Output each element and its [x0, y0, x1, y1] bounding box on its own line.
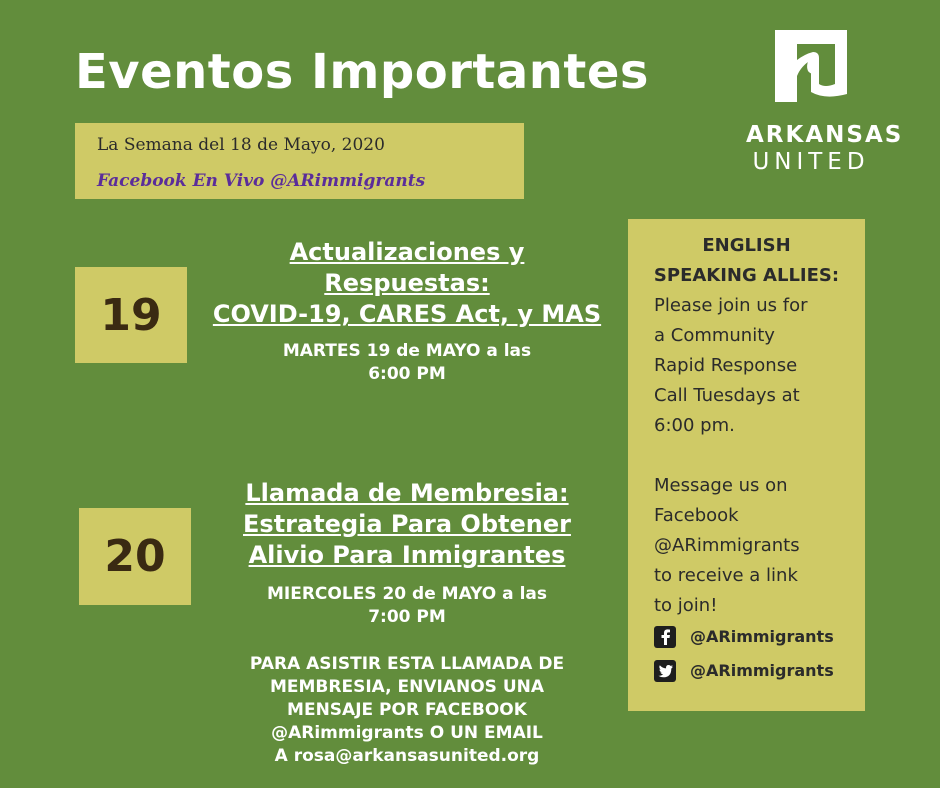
logo-text-arkansas: ARKANSAS: [746, 122, 904, 148]
facebook-handle[interactable]: @ARimmigrants: [690, 627, 834, 646]
allies-text-line: Rapid Response: [654, 355, 798, 376]
event-title: [198, 478, 616, 571]
allies-text-line: Message us on: [654, 475, 788, 496]
event-title-line: Estrategia Para Obtener: [243, 510, 571, 538]
date-badge-19: [75, 267, 187, 363]
event-note-line: PARA ASISTIR ESTA LLAMADA DE: [249, 654, 565, 674]
allies-message-text: [654, 471, 854, 621]
allies-text-line: to join!: [654, 595, 718, 616]
allies-invite-text: [654, 291, 854, 441]
event-membership-call: [198, 478, 616, 768]
allies-text-line: 6:00 pm.: [654, 415, 735, 436]
date-badge-number: 19: [100, 289, 162, 341]
week-banner: [75, 123, 524, 199]
allies-heading-line: SPEAKING ALLIES:: [653, 265, 840, 286]
allies-heading-line: ENGLISH: [702, 235, 791, 256]
twitter-icon: [654, 660, 676, 682]
facebook-handle-row[interactable]: [654, 625, 834, 649]
allies-text-line: a Community: [654, 325, 775, 346]
page-title: Eventos Importantes: [75, 44, 649, 100]
event-time-line: 6:00 PM: [368, 364, 446, 384]
event-title-line: Llamada de Membresia:: [245, 479, 569, 507]
event-title-line: Alivio Para Inmigrantes: [248, 541, 566, 569]
event-note-line: @ARimmigrants O UN EMAIL: [271, 723, 543, 743]
event-title-line: COVID-19, CARES Act, y MAS: [212, 300, 602, 328]
allies-heading: [628, 231, 865, 291]
twitter-handle[interactable]: @ARimmigrants: [690, 661, 834, 680]
date-badge-20: [79, 508, 191, 605]
event-time-line: MIERCOLES 20 de MAYO a las: [266, 584, 547, 604]
event-time-line: 7:00 PM: [368, 607, 446, 627]
twitter-handle-row[interactable]: [654, 659, 834, 683]
allies-text-line: @ARimmigrants: [654, 535, 800, 556]
allies-text-line: to receive a link: [654, 565, 798, 586]
event-time: [198, 340, 616, 386]
allies-text-line: Please join us for: [654, 295, 808, 316]
event-time: [198, 583, 616, 629]
event-title-line: Respuestas:: [324, 269, 490, 297]
event-covid-update: [198, 237, 616, 386]
logo-mark-icon: [775, 30, 847, 102]
event-title-line: Actualizaciones y: [289, 238, 525, 266]
arkansas-united-logo: [746, 30, 904, 176]
event-attend-note: [198, 653, 616, 768]
allies-text-line: Call Tuesdays at: [654, 385, 800, 406]
event-note-line: A rosa@arkansasunited.org: [274, 746, 540, 766]
event-time-line: MARTES 19 de MAYO a las: [282, 341, 532, 361]
event-note-line: MENSAJE POR FACEBOOK: [287, 700, 527, 720]
logo-text-united: UNITED: [752, 149, 870, 175]
facebook-icon: [654, 626, 676, 648]
event-title: [198, 237, 616, 330]
event-note-line: MEMBRESIA, ENVIANOS UNA: [269, 677, 545, 697]
facebook-live-label: Facebook En Vivo @ARimmigrants: [97, 171, 426, 191]
date-badge-number: 20: [104, 531, 166, 582]
week-date: La Semana del 18 de Mayo, 2020: [97, 135, 385, 155]
allies-text-line: Facebook: [654, 505, 739, 526]
english-allies-panel: [628, 219, 865, 711]
